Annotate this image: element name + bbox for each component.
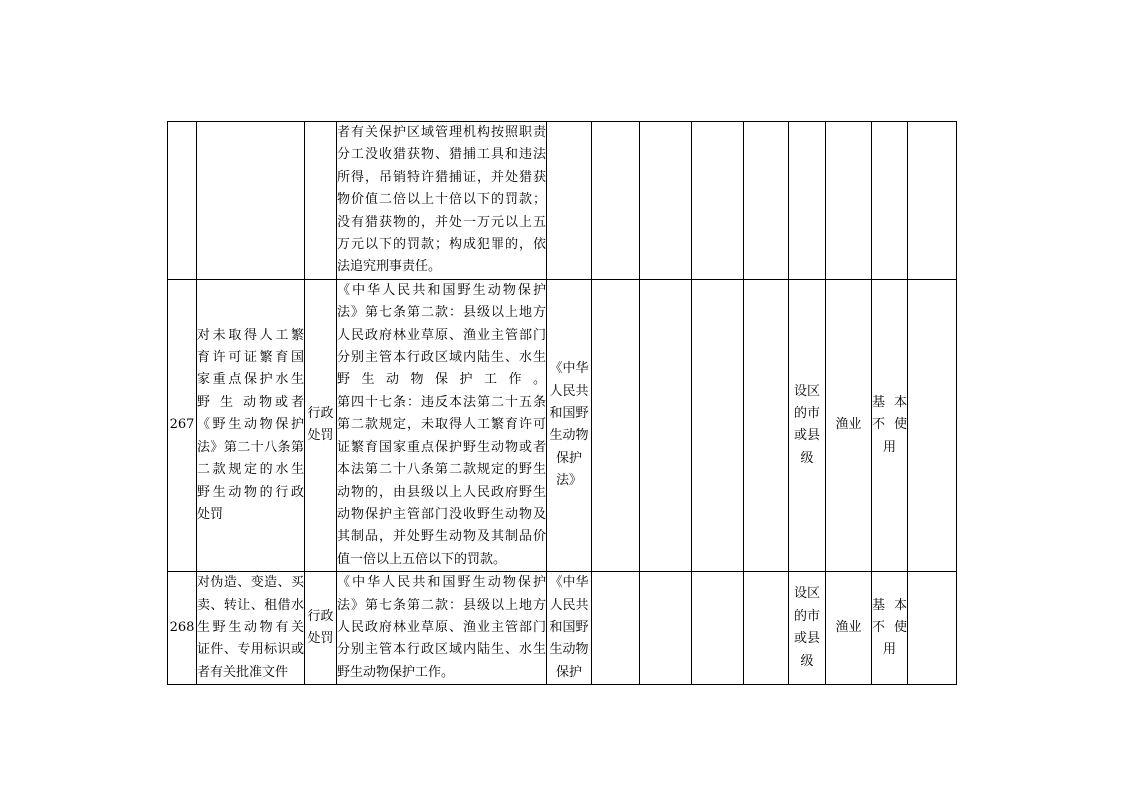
text-line: 级 bbox=[800, 653, 814, 669]
text-line: 没有猎获物的，并处一万元以上五 bbox=[337, 214, 546, 230]
text-line: 设区 bbox=[793, 383, 820, 399]
text-line: 《中华 bbox=[549, 361, 589, 377]
text-line: 人民政府林业草原、渔业主管部门 bbox=[337, 327, 546, 343]
text-line: 对伪造、变造、买 bbox=[197, 575, 304, 591]
text-line: 《中华人民共和国野生动物保护 bbox=[337, 575, 546, 591]
empty-cell bbox=[908, 122, 957, 280]
text-line: 育许可证繁育国 bbox=[197, 350, 304, 366]
text-line: 动物的，由县级以上人民政府野生 bbox=[337, 484, 546, 500]
empty-cell bbox=[908, 572, 957, 685]
text-line: 法》第二十八条第 bbox=[197, 439, 304, 455]
text-line: 野生动物保护工作。 bbox=[337, 372, 546, 388]
table-row bbox=[168, 279, 957, 571]
text-line: 《野生动物保护 bbox=[197, 417, 304, 433]
law-name-cell bbox=[547, 279, 592, 571]
law-name-cell bbox=[547, 572, 592, 685]
text-line: 用 bbox=[882, 439, 896, 455]
department-cell bbox=[826, 122, 872, 280]
text-line: 所得，吊销特许猎捕证，并处猎获 bbox=[337, 169, 546, 185]
empty-cell bbox=[640, 572, 692, 685]
text-line: 分工没收猎获物、猎捕工具和违法 bbox=[337, 147, 546, 163]
text-line: 处罚 bbox=[307, 428, 334, 444]
empty-cell bbox=[692, 279, 744, 571]
text-line: 和国野 bbox=[549, 406, 589, 422]
text-line: 保护 bbox=[555, 664, 582, 680]
text-line: 《中华人民共和国野生动物保护 bbox=[337, 282, 546, 298]
empty-cell bbox=[692, 572, 744, 685]
empty-cell bbox=[692, 122, 744, 280]
empty-cell bbox=[744, 572, 789, 685]
text-line: 设区 bbox=[793, 586, 820, 602]
usage-status-cell bbox=[872, 122, 908, 280]
item-type-cell bbox=[305, 122, 337, 280]
text-line: 卖、转让、租借水 bbox=[197, 597, 304, 613]
item-number-text: 268 bbox=[169, 619, 195, 635]
department-cell bbox=[826, 572, 872, 685]
item-number-cell bbox=[168, 279, 197, 571]
text-line: 或县 bbox=[793, 428, 820, 444]
text-line: 物价值二倍以上十倍以下的罚款； bbox=[337, 192, 546, 208]
empty-cell bbox=[908, 279, 957, 571]
text-line: 保护 bbox=[555, 450, 582, 466]
item-number-cell bbox=[168, 122, 197, 280]
table-body bbox=[168, 122, 957, 685]
text-line: 法》第七条第二款：县级以上地方 bbox=[337, 305, 546, 321]
text-line: 家重点保护水生 bbox=[197, 372, 304, 388]
empty-cell bbox=[592, 279, 640, 571]
empty-cell bbox=[744, 122, 789, 280]
text-line: 的市 bbox=[793, 406, 820, 422]
text-line: 值一倍以上五倍以下的罚款。 bbox=[337, 551, 507, 567]
usage-status-cell bbox=[872, 279, 908, 571]
item-number-text: 267 bbox=[169, 417, 195, 433]
table-row bbox=[168, 572, 957, 685]
text-line: 野 生 动物或者 bbox=[197, 394, 304, 410]
text-line: 者有关保护区域管理机构按照职责 bbox=[337, 125, 546, 140]
text-line: 生野生动物有关 bbox=[197, 619, 304, 635]
text-line: 生动物 bbox=[549, 428, 589, 444]
admin-level-cell bbox=[789, 572, 826, 685]
empty-cell bbox=[640, 279, 692, 571]
empty-cell bbox=[592, 572, 640, 685]
item-type-cell bbox=[305, 279, 337, 571]
item-name-cell bbox=[197, 279, 305, 571]
catalog-table bbox=[167, 121, 957, 685]
text-line: 二款规定的水生 bbox=[197, 462, 304, 478]
text-line: 人民政府林业草原、渔业主管部门 bbox=[337, 619, 546, 635]
admin-level-cell bbox=[789, 122, 826, 280]
text-line: 或县 bbox=[793, 631, 820, 647]
text-line: 行政 bbox=[307, 608, 334, 624]
text-line: 不使 bbox=[872, 417, 907, 433]
text-line: 处罚 bbox=[307, 631, 334, 647]
department-cell bbox=[826, 279, 872, 571]
legal-basis-cell bbox=[337, 279, 547, 571]
department-text: 渔业 bbox=[835, 619, 862, 635]
text-line: 野生动物的行政 bbox=[197, 484, 304, 500]
text-line: 用 bbox=[882, 642, 896, 658]
text-line: 法追究刑事责任。 bbox=[337, 259, 442, 275]
text-line: 对未取得人工繁 bbox=[197, 327, 304, 343]
text-line: 分别主管本行政区域内陆生、水生 bbox=[337, 350, 546, 366]
empty-cell bbox=[640, 122, 692, 280]
admin-level-cell bbox=[789, 279, 826, 571]
text-line: 证繁育国家重点保护野生动物或者 bbox=[337, 439, 546, 455]
text-line: 万元以下的罚款；构成犯罪的，依 bbox=[337, 237, 546, 253]
text-line: 处罚 bbox=[197, 506, 224, 522]
text-line: 者有关批准文件 bbox=[197, 664, 289, 680]
text-line: 人民共 bbox=[549, 383, 589, 399]
item-name-cell bbox=[197, 122, 305, 280]
text-line: 动物保护主管部门没收野生动物及 bbox=[337, 506, 546, 522]
department-text: 渔业 bbox=[835, 417, 862, 433]
item-number-cell bbox=[168, 572, 197, 685]
item-name-cell bbox=[197, 572, 305, 685]
text-line: 野生动物保护工作。 bbox=[337, 664, 455, 680]
text-line: 法》 bbox=[555, 473, 582, 489]
text-line: 《中华 bbox=[549, 575, 589, 591]
legal-basis-cell bbox=[337, 572, 547, 685]
usage-status-cell bbox=[872, 572, 908, 685]
text-line: 不使 bbox=[872, 619, 907, 635]
text-line: 的市 bbox=[793, 608, 820, 624]
law-name-cell bbox=[547, 122, 592, 280]
text-line: 级 bbox=[800, 450, 814, 466]
text-line: 第四十七条：违反本法第二十五条 bbox=[337, 394, 546, 410]
text-line: 证件、专用标识或 bbox=[197, 642, 304, 658]
text-line: 其制品，并处野生动物及其制品价 bbox=[337, 529, 546, 545]
text-line: 分别主管本行政区域内陆生、水生 bbox=[337, 642, 546, 658]
table-row bbox=[168, 122, 957, 280]
text-line: 人民共 bbox=[549, 597, 589, 613]
empty-cell bbox=[744, 279, 789, 571]
text-line: 本法第二十八条第二款规定的野生 bbox=[337, 462, 546, 478]
text-line: 法》第七条第二款：县级以上地方 bbox=[337, 597, 546, 613]
text-line: 基本 bbox=[872, 597, 907, 613]
text-line: 和国野 bbox=[549, 619, 589, 635]
text-line: 生动物 bbox=[549, 642, 589, 658]
text-line: 第二款规定，未取得人工繁育许可 bbox=[337, 417, 546, 433]
legal-basis-cell bbox=[337, 122, 547, 280]
text-line: 行政 bbox=[307, 406, 334, 422]
text-line: 基本 bbox=[872, 394, 907, 410]
item-type-cell bbox=[305, 572, 337, 685]
empty-cell bbox=[592, 122, 640, 280]
